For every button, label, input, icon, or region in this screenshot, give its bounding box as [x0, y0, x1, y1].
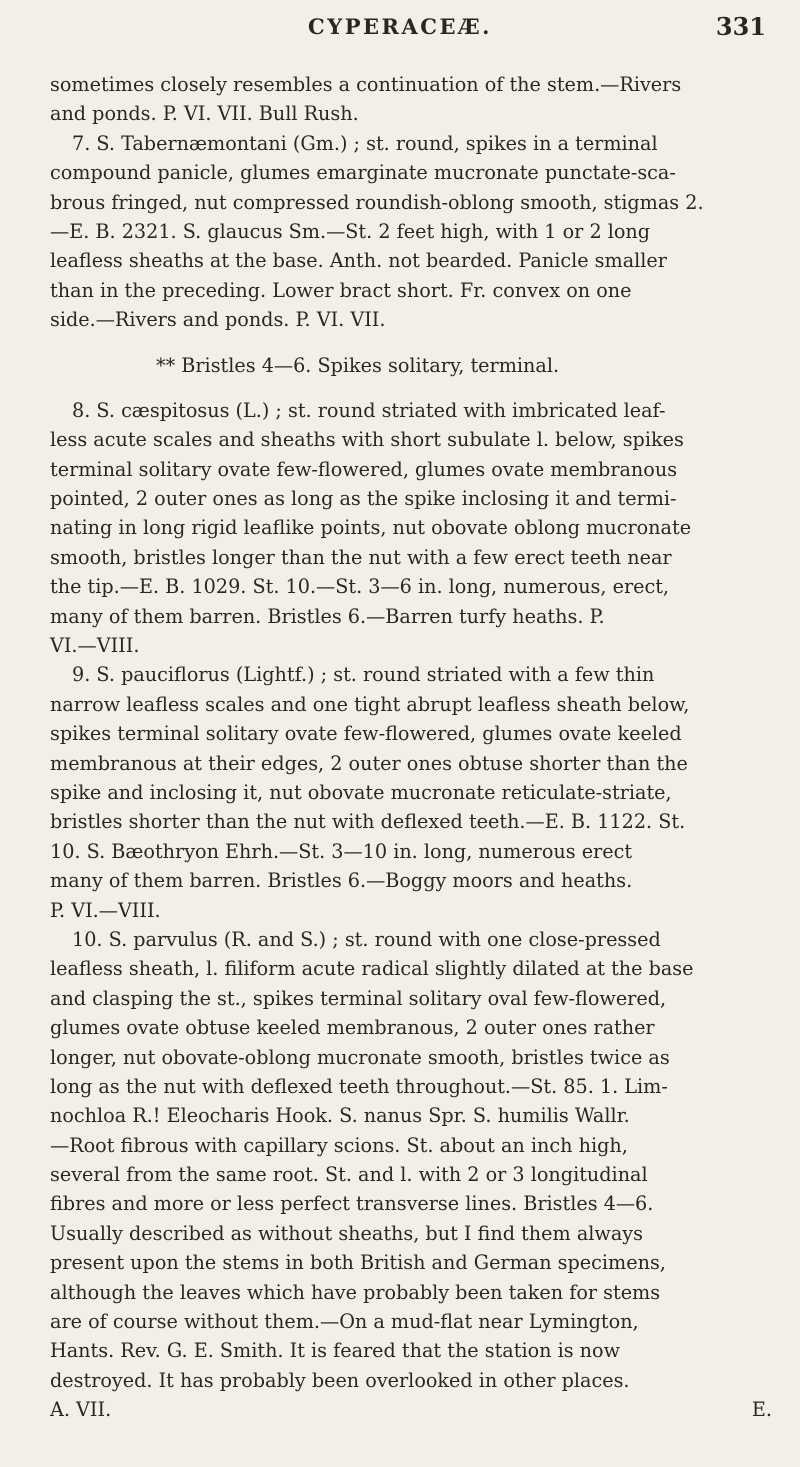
text-line: long as the nut with deflexed teeth throughout.—St. 85. 1. Lim- — [50, 1074, 668, 1098]
text-line: VI.—VIII. — [50, 634, 140, 658]
page-number: 331 — [715, 12, 766, 41]
text-line: —Root fibrous with capillary scions. St. about an inch high, — [50, 1133, 628, 1157]
text-line: present upon the stems in both British and German specimens, — [50, 1251, 666, 1275]
text-line: P. VI.—VIII. — [50, 898, 161, 922]
text-line: Hants. Rev. G. E. Smith. It is feared that the station is now — [50, 1339, 621, 1363]
last-line-right: E. — [751, 1398, 772, 1422]
text-line: compound panicle, glumes emarginate mucronate punctate-sca- — [50, 161, 676, 185]
text-line: longer, nut obovate-oblong mucronate smooth, bristles twice as — [50, 1045, 670, 1069]
text-line: nating in long rigid leaflike points, nut obovate oblong mucronate — [50, 516, 692, 540]
text-line: leafless sheaths at the base. Anth. not bearded. Panicle smaller — [50, 249, 667, 273]
text-line: sometimes closely resembles a continuation of the stem.—Rivers — [50, 73, 682, 96]
spacer — [50, 380, 772, 396]
text-line: many of them barren. Bristles 6.—Boggy moors and heaths. — [50, 869, 633, 893]
body-text — [50, 70, 772, 1425]
text-line: are of course without them.—On a mud-flat near Lymington, — [50, 1310, 639, 1334]
text-line: narrow leafless scales and one tight abrupt leafless sheath below, — [50, 692, 690, 716]
text-line: membranous at their edges, 2 outer ones obtuse shorter than the — [50, 751, 688, 775]
running-header — [0, 10, 800, 50]
text-line: 8. S. cæspitosus (L.) ; st. round striated with imbricated leaf- — [72, 398, 666, 422]
text-line: brous fringed, nut compressed roundish-oblong smooth, stigmas 2. — [50, 190, 704, 214]
text-line: leafless sheath, l. filiform acute radical slightly dilated at the base — [50, 957, 694, 981]
text-line: terminal solitary ovate few-flowered, glumes ovate membranous — [50, 457, 678, 481]
text-line: and ponds. P. VI. VII. Bull Rush. — [50, 102, 359, 126]
text-line: —E. B. 2321. S. glaucus Sm.—St. 2 feet high, with 1 or 2 long — [50, 219, 651, 243]
subheading: ** Bristles 4—6. Spikes solitary, terminal. — [156, 353, 560, 377]
text-block-1 — [50, 70, 772, 335]
running-title: CYPERACEÆ. — [308, 14, 492, 39]
text-line: 10. S. parvulus (R. and S.) ; st. round with one close-pressed — [72, 927, 661, 951]
text-line: side.—Rivers and ponds. P. VI. VII. — [50, 308, 386, 332]
text-line: spike and inclosing it, nut obovate mucronate reticulate-striate, — [50, 780, 672, 804]
text-line: than in the preceding. Lower bract short. Fr. convex on one — [50, 278, 632, 302]
text-line: nochloa R.! Eleocharis Hook. S. nanus Spr. S. humilis Wallr. — [50, 1104, 630, 1128]
last-line — [50, 1395, 772, 1424]
text-block-2 — [50, 396, 772, 1395]
text-line: less acute scales and sheaths with short subulate l. below, spikes — [50, 428, 684, 452]
last-line-left: A. VII. — [50, 1398, 112, 1422]
text-line: smooth, bristles longer than the nut with a few erect teeth near — [50, 545, 672, 569]
text-line: although the leaves which have probably been taken for stems — [50, 1280, 661, 1304]
text-line: bristles shorter than the nut with deflexed teeth.—E. B. 1122. St. — [50, 810, 686, 834]
text-line: destroyed. It has probably been overlooked in other places. — [50, 1368, 630, 1392]
text-line: spikes terminal solitary ovate few-flowered, glumes ovate keeled — [50, 722, 682, 746]
text-line: the tip.—E. B. 1029. St. 10.—St. 3—6 in. long, numerous, erect, — [50, 575, 670, 599]
text-line: glumes ovate obtuse keeled membranous, 2 outer ones rather — [50, 1016, 655, 1040]
text-line: 10. S. Bæothryon Ehrh.—St. 3—10 in. long, numerous erect — [50, 839, 633, 863]
spacer — [50, 335, 772, 351]
text-line: fibres and more or less perfect transverse lines. Bristles 4—6. — [50, 1192, 654, 1216]
text-line: 9. S. pauciflorus (Lightf.) ; st. round striated with a few thin — [72, 663, 655, 687]
text-line: several from the same root. St. and l. with 2 or 3 longitudinal — [50, 1163, 648, 1187]
text-line: pointed, 2 outer ones as long as the spike inclosing it and termi- — [50, 487, 677, 511]
text-line: many of them barren. Bristles 6.—Barren turfy heaths. P. — [50, 604, 605, 628]
text-line: and clasping the st., spikes terminal solitary oval few-flowered, — [50, 986, 667, 1010]
text-line: 7. S. Tabernæmontani (Gm.) ; st. round, spikes in a terminal — [72, 131, 658, 155]
text-line: Usually described as without sheaths, but I find them always — [50, 1221, 643, 1245]
